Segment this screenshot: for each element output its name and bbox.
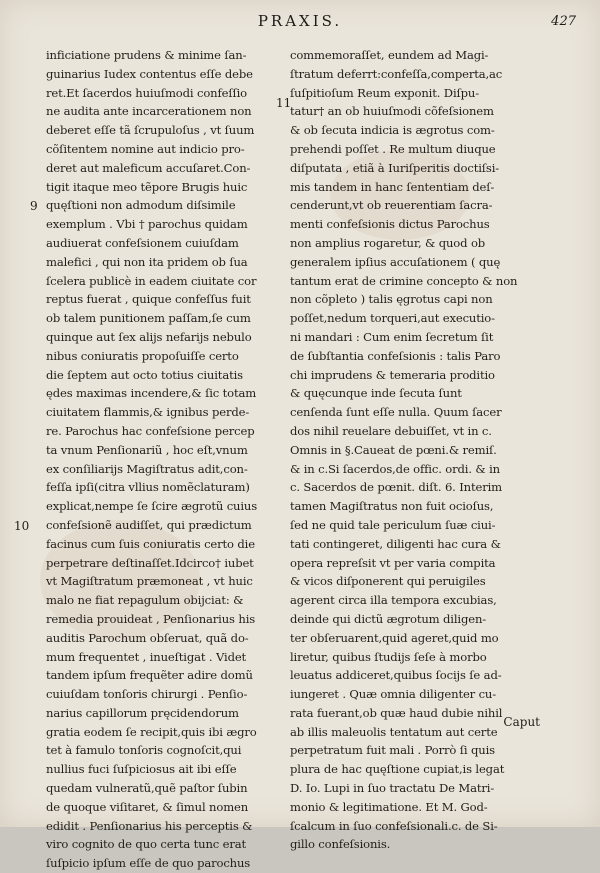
text-line: quęſtioni non admodum diſsimile: [46, 198, 236, 213]
text-line: nullius fuci ſuſpiciosus ait ibi eſſe: [46, 762, 237, 777]
text-line: quinque aut ſex alijs nefarijs nebulo: [46, 329, 252, 344]
text-line: viro cognito de quo certa tunc erat: [46, 837, 247, 852]
text-line: commemoraſſet, eundem ad Magi-: [290, 48, 489, 62]
text-line: cuiuſdam tonſoris chirurgi . Penſio-: [46, 687, 248, 702]
text-line: menti confeſsionis dictus Parochus: [290, 217, 490, 232]
margin-note-11: 11: [276, 96, 292, 110]
text-line: c. Sacerdos de pœnit. diſt. 6. Interim: [290, 480, 503, 495]
text-line: malefici , qui non ita pridem ob ſua: [46, 254, 248, 269]
text-line: ni mandari : Cum enim ſecretum ſit: [290, 329, 494, 344]
catchword: Caput: [503, 715, 540, 729]
text-line: poſſet,nedum torqueri,aut executio-: [290, 311, 495, 326]
right-text-column: [290, 46, 542, 854]
text-line: vt Magiſtratum præmoneat , vt huic: [46, 574, 253, 589]
text-line: mis tandem in hanc ſententiam deſ-: [290, 179, 495, 194]
text-line: Omnis in §.Caueat de pœni.& remiſ.: [290, 442, 497, 457]
text-line: & vicos diſponerent qui peruigiles: [290, 574, 486, 589]
margin-note-9: 9: [30, 199, 38, 213]
text-line: gillo confeſsionis.: [290, 837, 391, 852]
text-line: ſtratum deferrt:confeſſa,comperta,ac: [290, 66, 503, 81]
text-line: guinarius Iudex contentus eſſe debe: [46, 66, 253, 81]
text-line: ret.Et ſacerdos huiuſmodi confeſſio: [46, 85, 247, 100]
text-line: deberet eſſe tã ſcrupuloſus , vt ſuum: [46, 123, 255, 138]
text-line: chi imprudens & temeraria proditio: [290, 367, 495, 382]
text-line: ſcelera publicè in eadem ciuitate cor: [46, 273, 257, 288]
text-line: quedam vulneratũ,quẽ paſtor ſubin: [46, 781, 248, 796]
page-number: 427: [551, 14, 576, 29]
text-line: & in c.Si ſacerdos,de offic. ordi. & in: [290, 461, 500, 476]
text-line: ciuitatem flammis,& ignibus perde-: [46, 405, 250, 420]
text-line: iungeret . Quæ omnia diligenter cu-: [290, 687, 497, 702]
text-line: de ſubſtantia confeſsionis : talis Paro: [290, 348, 501, 363]
text-line: & quęcunque inde ſecuta ſunt: [290, 386, 462, 401]
text-line: plura de hac quęſtione cupiat,is legat: [290, 762, 505, 777]
text-line: edidit . Penſionarius his perceptis &: [46, 818, 253, 833]
text-line: prehendi poſſet . Re multum diuque: [290, 141, 496, 156]
text-line: gratia eodem ſe recipit,quis ibi ægro: [46, 724, 257, 739]
text-line: confeſsionẽ audiſſet, qui prædictum: [46, 517, 252, 532]
text-line: ab illis maleuolis tentatum aut certe: [290, 724, 498, 739]
text-line: tet à famulo tonſoris cognoſcit,qui: [46, 743, 242, 758]
text-line: ex conſiliarijs Magiſtratus adit,con-: [46, 461, 248, 476]
text-line: audiuerat confeſsionem cuiuſdam: [46, 235, 239, 250]
text-line: explicat,nempe ſe ſcire ægrotũ cuius: [46, 499, 258, 514]
text-line: malo ne fiat repagulum obijciat: &: [46, 593, 244, 608]
text-line: ſcalcum in ſuo confeſsionali.c. de Si-: [290, 818, 498, 833]
text-line: remedia prouideat , Penſionarius his: [46, 611, 256, 626]
text-line: monio & legitimatione. Et M. God-: [290, 799, 488, 814]
text-line: liretur, quibus ſtudijs ſeſe à morbo: [290, 649, 487, 664]
text-line: ędes maximas incendere,& ſic totam: [46, 386, 257, 401]
text-line: ſuſpitioſum Reum exponit. Diſpu-: [290, 85, 480, 100]
text-line: re. Parochus hac confeſsione percep: [46, 423, 255, 438]
text-line: auditis Parochum obſeruat, quã do-: [46, 630, 249, 645]
text-line: inficiatione prudens & minime ſan-: [46, 48, 247, 62]
text-line: leuatus addiceret,quibus ſocijs ſe ad-: [290, 668, 502, 683]
text-line: ne audita ante incarcerationem non: [46, 104, 252, 119]
text-line: generalem ipſius accuſationem ( quę: [290, 254, 501, 269]
text-line: tamen Magiſtratus non fuit ocioſus,: [290, 499, 494, 514]
text-line: die ſeptem aut octo totius ciuitatis: [46, 367, 243, 382]
text-line: feſſa ipſi(citra vllius nomẽclaturam): [46, 480, 250, 495]
running-header: PRAXIS.: [257, 12, 343, 30]
text-line: de quoque viſitaret, & ſimul nomen: [46, 799, 249, 814]
text-line: agerent circa illa tempora excubias,: [290, 593, 497, 608]
text-line: non cõpleto ) talis ęgrotus capi non: [290, 292, 493, 307]
text-line: tandem ipſum frequẽter adire domũ: [46, 668, 253, 683]
margin-note-10: 10: [14, 519, 30, 533]
text-line: narius capillorum pręcidendorum: [46, 705, 239, 720]
text-line: & ob ſecuta indicia is ægrotus com-: [290, 123, 495, 138]
text-line: ob talem punitionem paſſam,ſe cum: [46, 311, 251, 326]
text-line: tatur† an ob huiuſmodi cõfeſsionem: [290, 104, 494, 119]
text-line: non amplius rogaretur, & quod ob: [290, 235, 486, 250]
text-line: deinde qui dictũ ægrotum diligen-: [290, 611, 487, 626]
text-line: ter obſeruarent,quid ageret,quid mo: [290, 630, 499, 645]
text-line: tigit itaque meo tẽpore Brugis huic: [46, 179, 248, 194]
text-line: perpetratum fuit mali . Porrò ſi quis: [290, 743, 495, 758]
text-line: ſuſpicio ipſum eſſe de quo parochus: [46, 856, 251, 871]
text-line: exemplum . Vbi † parochus quidam: [46, 217, 248, 232]
text-line: deret aut maleficum accuſaret.Con-: [46, 160, 251, 175]
left-text-column: [46, 46, 294, 873]
text-line: diſputata , etiã à Iuriſperitis doctiſsi-: [290, 160, 500, 175]
text-line: rata fuerant,ob quæ haud dubie nihil: [290, 705, 503, 720]
text-line: tati contingeret, diligenti hac cura &: [290, 536, 501, 551]
text-line: ſed ne quid tale periculum ſuæ ciui-: [290, 517, 496, 532]
text-line: nibus coniuratis propoſuiſſe certo: [46, 348, 239, 363]
text-line: cenſenda ſunt eſſe nulla. Quum ſacer: [290, 405, 502, 420]
text-line: opera repreſsit vt per varia compita: [290, 555, 496, 570]
text-line: facinus cum ſuis coniuratis certo die: [46, 536, 255, 551]
text-line: reptus fuerat , quique confeſſus fuit: [46, 292, 251, 307]
text-line: perpetrare deſtinaſſet.Idcirco† iubet: [46, 555, 254, 570]
text-line: tantum erat de crimine concepto & non: [290, 273, 518, 288]
text-line: cõſitentem nomine aut indicio pro-: [46, 141, 245, 156]
text-line: D. Io. Lupi in ſuo tractatu De Matri-: [290, 781, 495, 796]
text-line: mum frequentet , inueſtigat . Videt: [46, 649, 247, 664]
text-line: ta vnum Penſionariũ , hoc eſt,vnum: [46, 442, 248, 457]
text-line: dos nihil reuelare debuiſſet, vt in c.: [290, 423, 492, 438]
text-line: cenderunt,vt ob reuerentiam ſacra-: [290, 198, 493, 213]
